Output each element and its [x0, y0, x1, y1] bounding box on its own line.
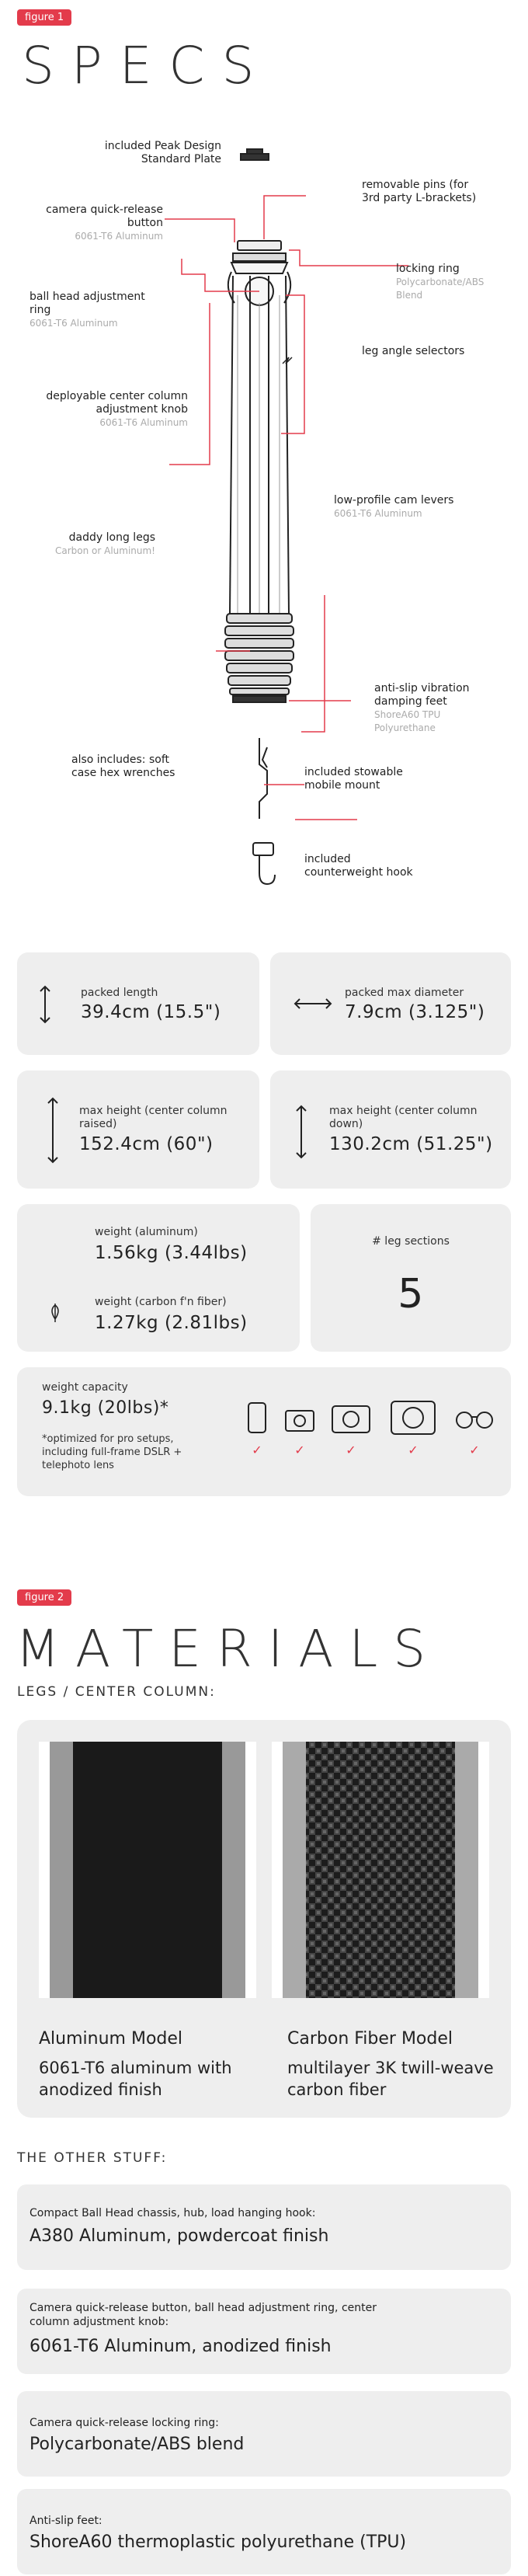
binoculars-icon [457, 1412, 492, 1428]
other-item [17, 2489, 511, 2574]
device-icons [242, 1398, 506, 1476]
card-max-height-down [270, 1070, 511, 1189]
other-item-key: Camera quick-release button, ball head adjustment ring, center column adjustment knob: [30, 2302, 377, 2328]
other-heading: THE OTHER STUFF: [17, 2150, 168, 2166]
other-item [17, 2184, 511, 2270]
aluminum-desc: 6061-T6 aluminum with anodized finish [39, 2059, 232, 2099]
check-icon: ✓ [346, 1443, 356, 1457]
max-height-raised-label: max height (center column raised) [79, 1105, 228, 1130]
callout-pins: removable pins (for 3rd party L-brackets) [362, 179, 477, 204]
weight-al-value: 1.56kg (3.44lbs) [95, 1243, 248, 1263]
carbon-desc: multilayer 3K twill-weave carbon fiber [287, 2059, 494, 2099]
phone-icon [248, 1403, 266, 1432]
packed-diameter-value: 7.9cm (3.125") [345, 1002, 485, 1022]
other-item-value: ShoreA60 thermoplastic polyurethane (TPU) [30, 2532, 407, 2552]
vertical-arrow-icon [37, 985, 53, 1024]
vertical-arrow-icon [45, 1097, 61, 1164]
callout-cam-levers: low-profile cam levers 6061-T6 Aluminum [334, 494, 454, 519]
card-weight [17, 1204, 300, 1352]
large-camera-icon [391, 1401, 435, 1434]
specs-title: SPECS [22, 36, 272, 96]
leg-sections-label: # leg sections [372, 1235, 450, 1248]
horizontal-arrow-icon [294, 996, 332, 1011]
aluminum-swatch [39, 1742, 256, 1998]
callout-center-column: deployable center column adjustment knob 6061-T6 Aluminum [46, 390, 188, 428]
callout-also-includes: also includes: soft case hex wrenches [71, 754, 175, 779]
check-icon: ✓ [294, 1443, 305, 1457]
callout-hook: included counterweight hook [304, 853, 413, 879]
leg-sections-value: 5 [398, 1271, 424, 1318]
callout-plate: included Peak Design Standard Plate [104, 140, 221, 165]
card-packed-length [17, 952, 259, 1055]
max-height-down-value: 130.2cm (51.25") [329, 1134, 493, 1154]
figure-1-badge: figure 1 [17, 9, 71, 26]
other-item [17, 2391, 511, 2477]
check-icon: ✓ [252, 1443, 262, 1457]
max-height-down-label: max height (center column down) [329, 1105, 478, 1130]
weight-al-label: weight (aluminum) [95, 1226, 198, 1238]
card-leg-sections [311, 1204, 511, 1352]
callout-locking-ring: locking ring Polycarbonate/ABS Blend [396, 263, 485, 301]
card-packed-diameter [270, 952, 511, 1055]
callout-qr-button: camera quick-release button 6061-T6 Aluminum [46, 204, 163, 242]
vertical-arrow-icon [294, 1105, 309, 1159]
other-item-key: Camera quick-release locking ring: [30, 2417, 219, 2429]
packed-diameter-label: packed max diameter [345, 987, 464, 999]
card-max-height-raised [17, 1070, 259, 1189]
weight-cf-value: 1.27kg (2.81lbs) [95, 1313, 248, 1333]
carbon-fiber-swatch [272, 1742, 489, 1998]
carbon-name: Carbon Fiber Model [287, 2029, 453, 2049]
materials-panel [17, 1720, 511, 2118]
weight-cf-label: weight (carbon f'n fiber) [95, 1296, 227, 1308]
camera-icon [332, 1406, 370, 1432]
check-icon: ✓ [408, 1443, 419, 1457]
card-weight-capacity [17, 1367, 511, 1496]
packed-length-value: 39.4cm (15.5") [81, 1002, 221, 1022]
other-item-value: A380 Aluminum, powdercoat finish [30, 2226, 329, 2246]
other-item-value: 6061-T6 Aluminum, anodized finish [30, 2337, 332, 2356]
callout-leg-angle: leg angle selectors [362, 345, 465, 357]
packed-length-label: packed length [81, 987, 158, 999]
other-item-value: Polycarbonate/ABS blend [30, 2435, 245, 2454]
feather-icon [48, 1300, 62, 1324]
callout-daddy-legs: daddy long legs Carbon or Aluminum! [54, 531, 155, 556]
tripod-diagram [0, 117, 528, 909]
capacity-value: 9.1kg (20lbs)* [42, 1398, 169, 1418]
other-item-key: Compact Ball Head chassis, hub, load hanging hook: [30, 2207, 316, 2219]
callout-mobile-mount: included stowable mobile mount [304, 766, 403, 792]
other-item-key: Anti-slip feet: [30, 2515, 102, 2527]
max-height-raised-value: 152.4cm (60") [79, 1134, 214, 1154]
check-icon: ✓ [469, 1443, 480, 1457]
small-camera-icon [286, 1411, 314, 1431]
legs-heading: LEGS / CENTER COLUMN: [17, 1684, 216, 1700]
capacity-note: *optimized for pro setups, including full-frame DSLR + telephoto lens [42, 1433, 182, 1471]
callout-ballhead-ring: ball head adjustment ring 6061-T6 Aluminum [30, 291, 145, 329]
materials-title: MATERIALS [16, 1619, 442, 1679]
other-item [17, 2289, 511, 2374]
capacity-label: weight capacity [42, 1381, 128, 1394]
callout-feet: anti-slip vibration damping feet ShoreA60 TPU Polyurethane [374, 682, 470, 733]
figure-2-badge: figure 2 [17, 1589, 71, 1606]
aluminum-name: Aluminum Model [39, 2029, 183, 2049]
